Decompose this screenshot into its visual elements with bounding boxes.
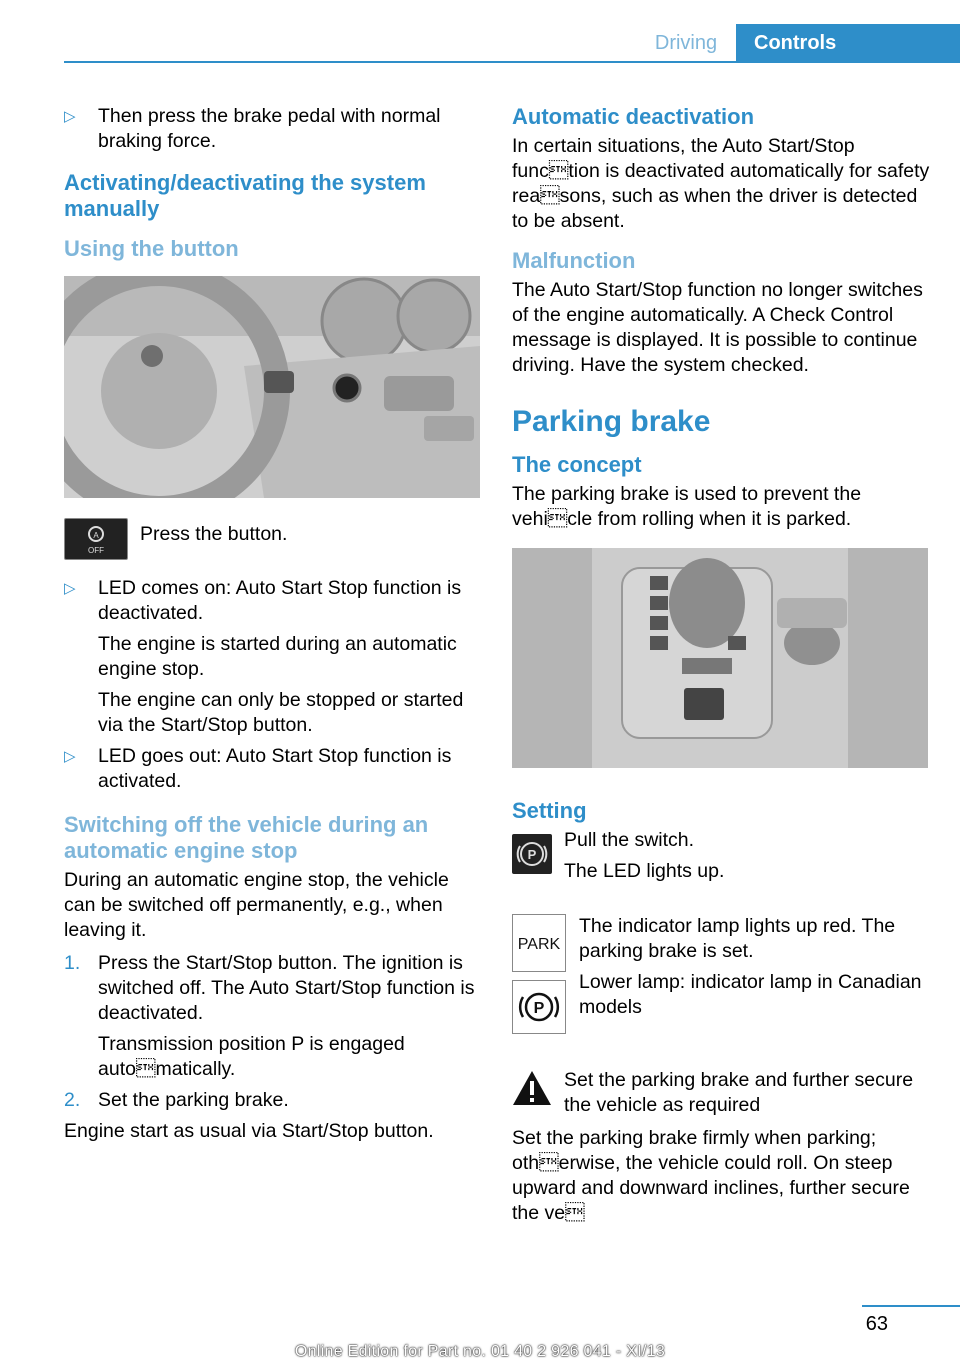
park-indicator-lamp-icon	[512, 914, 566, 972]
numbered-step	[64, 1088, 480, 1113]
bullet-item	[64, 576, 480, 738]
edition-footer: Online Edition for Part no. 01 40 2 926 041 - XI/13	[294, 1343, 666, 1360]
heading-activating: Activating/deactivating the system manually	[64, 170, 426, 221]
paragraph: The parking brake is used to prevent the vehicle from rolling when it is parked.	[512, 483, 862, 530]
heading-switching-off: Switching off the vehicle during an automatic engine stop	[64, 812, 429, 863]
bullet-text: Then press the brake pedal with normal braking force.	[98, 105, 441, 152]
triangle-bullet-icon: ▷	[64, 580, 76, 597]
bullet-text: LED comes on: Auto Start Stop function is deactivated.	[98, 577, 462, 624]
bullet-subtext: The engine is started during an automatic engine stop.	[98, 633, 457, 680]
step-subtext: Transmission position P is engaged automatically.	[98, 1033, 405, 1080]
center-console-photo	[512, 548, 928, 768]
numbered-step	[64, 951, 480, 1082]
step-text: Set the parking brake.	[98, 1089, 289, 1111]
heading-concept: The concept	[512, 452, 642, 477]
paragraph: During an automatic engine stop, the vehicle can be switched off permanently, e.g., when leaving it.	[64, 869, 449, 941]
svg-text:PARK: PARK	[517, 936, 561, 953]
parking-brake-switch-icon	[512, 834, 552, 874]
heading-parking-brake: Parking brake	[512, 405, 711, 438]
footer-rule	[862, 1305, 960, 1307]
right-column	[512, 104, 932, 1226]
svg-text:P: P	[533, 1000, 545, 1017]
dashboard-photo	[64, 276, 480, 498]
bullet-item	[64, 744, 480, 794]
svg-text:OFF: OFF	[88, 546, 104, 555]
step-number: 2.	[64, 1089, 81, 1111]
p-indicator-lamp-icon	[512, 980, 566, 1034]
heading-automatic-deactivation: Automatic deactivation	[512, 104, 755, 129]
indicator-red-text: The indicator lamp lights up red. The parking brake is set.	[579, 915, 896, 962]
paragraph: The Auto Start/Stop function no longer switches of the engine automatically. A Check Control message is displayed. It is possible to continue driving. Have the system checked.	[512, 279, 923, 376]
heading-using-button: Using the button	[64, 236, 239, 261]
bullet-subtext: The engine can only be stopped or started via the Start/Stop button.	[98, 689, 464, 736]
indicator-lamp-row	[512, 914, 932, 1050]
led-lights-text: The LED lights up.	[564, 860, 725, 882]
svg-text:P: P	[527, 847, 537, 862]
heading-malfunction: Malfunction	[512, 248, 636, 273]
auto-start-stop-off-button-icon	[64, 518, 128, 560]
step-text: Press the Start/Stop button. The ignition is switched off. The Auto Start/Stop function is deactivated.	[98, 952, 475, 1024]
svg-text:A: A	[93, 531, 99, 540]
header-chapter: Controls	[736, 24, 960, 62]
triangle-bullet-icon: ▷	[64, 748, 76, 765]
left-column	[64, 104, 480, 1144]
page-number: 63	[865, 1313, 888, 1335]
button-icon-row	[64, 518, 480, 562]
warning-text: Set the parking brake firmly when parking; otherwise, the vehicle could roll. On steep upward and downward inclines, further secure the ve	[512, 1127, 910, 1224]
bullet-text: LED goes out: Auto Start Stop function is activated.	[98, 745, 452, 792]
lower-lamp-text: Lower lamp: indicator lamp in Canadian models	[579, 971, 922, 1018]
paragraph: In certain situations, the Auto Start/Stop function is deactivated automatically for safety reasons, such as when the driver is detected to be absent.	[512, 135, 930, 232]
paragraph: Engine start as usual via Start/Stop button.	[64, 1120, 434, 1142]
triangle-bullet-icon: ▷	[64, 108, 76, 125]
warning-row	[512, 1068, 932, 1118]
warning-triangle-icon	[512, 1070, 552, 1106]
pull-switch-text: Pull the switch.	[564, 829, 695, 851]
header-section: Driving	[654, 32, 718, 54]
warning-title: Set the parking brake and further secure the vehicle as required	[564, 1069, 914, 1116]
step-number: 1.	[64, 952, 81, 974]
setting-icon-row	[512, 828, 932, 898]
press-button-text: Press the button.	[140, 523, 288, 545]
heading-setting: Setting	[512, 798, 587, 823]
bullet-item	[64, 104, 480, 154]
